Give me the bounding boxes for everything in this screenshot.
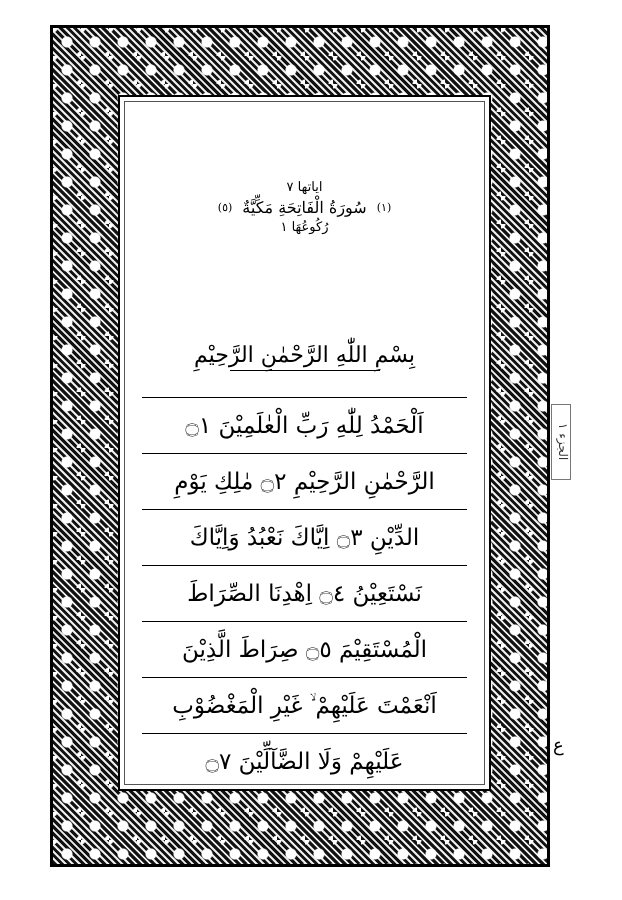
verse-line: الْمُسْتَقِيْمَ ۝٥ صِرَاطَ الَّذِيْنَ <box>142 621 467 677</box>
ruku-count-label: رُكُوعُهَا ١ <box>280 220 329 235</box>
bismillah: بِسْمِ اللّٰهِ الرَّحْمٰنِ الرَّحِيْمِ <box>120 343 489 371</box>
verse-line: اَلْحَمْدُ لِلّٰهِ رَبِّ الْعٰلَمِيْنَ ۝١ <box>142 397 467 453</box>
ruku-margin-mark: ع <box>553 735 564 756</box>
text-panel <box>118 95 491 791</box>
verse-line: الدِّيْنِ ۝٣ اِيَّاكَ نَعْبُدُ وَاِيَّاكَ <box>142 509 467 565</box>
juz-margin-label: الجزء ١ <box>551 404 571 480</box>
surah-title-row <box>120 198 489 217</box>
verse-lines <box>142 397 467 789</box>
surah-number: (١) <box>376 201 392 214</box>
verse-line: عَلَيْهِمْ وَلَا الضَّآلِّيْنَ ۝٧ <box>142 733 467 789</box>
verse-line: الرَّحْمٰنِ الرَّحِيْمِ ۝٢ مٰلِكِ يَوْمِ <box>142 453 467 509</box>
verse-line: اَنْعَمْتَ عَلَيْهِمْ ۙ غَيْرِ الْمَغْضُوْبِ <box>142 677 467 733</box>
surah-header <box>120 177 489 238</box>
ayat-count-label: اياتها ٧ <box>286 180 323 195</box>
verse-line: نَسْتَعِيْنُ ۝٤ اِهْدِنَا الصِّرَاطَ <box>142 565 467 621</box>
revelation-order: (٥) <box>217 201 233 214</box>
surah-title: سُورَةُ الْفَاتِحَةِ مَكِّيَّةٌ <box>242 198 367 217</box>
